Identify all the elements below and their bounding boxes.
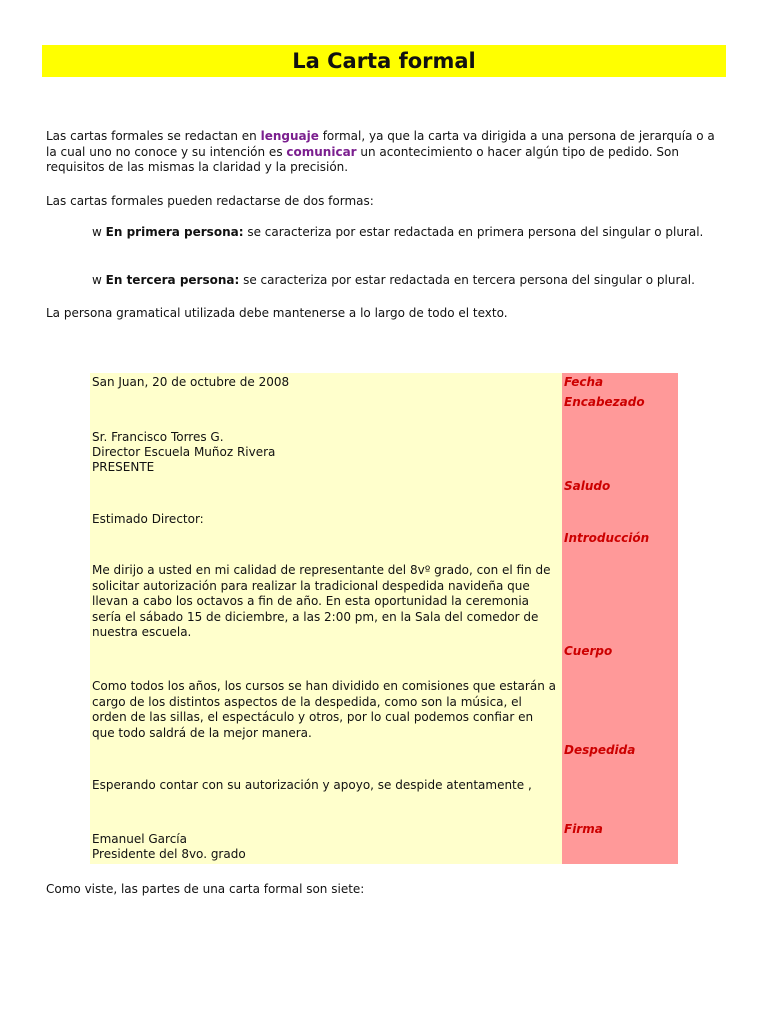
letter-introduction: Me dirijo a usted en mi calidad de representante del 8vº grado, con el fin de solicitar autorización para realizar la tradicional despedida navideña que llevan a cabo los octavos a fin de año. En esta oportunidad la ceremonia sería el sábado 15 de diciembre, a las 2:00 pm, en la Sala del comedor de nuestra escuela. [92, 563, 551, 639]
bullet-mark: w [92, 225, 102, 239]
sample-letter [90, 373, 678, 864]
label-encabezado: Encabezado [564, 395, 645, 409]
intro-paragraph-1 [46, 129, 726, 176]
intro-paragraph-2: Las cartas formales pueden redactarse de dos formas: [46, 194, 374, 208]
page-title: La Carta formal [292, 49, 476, 73]
title-banner [42, 45, 726, 77]
label-fecha: Fecha [564, 375, 604, 389]
bullet-primera-persona [92, 225, 717, 241]
intro-text-a: Las cartas formales se redactan en [46, 129, 261, 143]
bullet-mark: w [92, 273, 102, 287]
letter-signature-name: Emanuel García [92, 832, 187, 846]
bullet-tercera-persona [92, 273, 717, 289]
letter-date: San Juan, 20 de octubre de 2008 [92, 375, 290, 389]
intro-text-c: un acontecimiento o hacer algún tipo de pedido. Son requisitos de las mismas la claridad y la precisión. [46, 144, 679, 174]
letter-recipient-presente: PRESENTE [92, 460, 155, 474]
letter-body-text: Como todos los años, los cursos se han dividido en comisiones que estarán a cargo de los distintos aspectos de la despedida, como son la música, el orden de las sillas, el espectáculo y otros, por lo cual podemos confiar en que todo saldrá de la mejor manera. [92, 679, 556, 740]
bullet-text: se caracteriza por estar redactada en primera persona del singular o plural. [243, 225, 704, 239]
bullet-label: En primera persona: [105, 225, 244, 239]
letter-closing: Esperando contar con su autorización y apoyo, se despide atentamente , [92, 778, 532, 792]
letter-signature-title: Presidente del 8vo. grado [92, 847, 246, 861]
letter-body [90, 373, 562, 864]
intro-paragraph-3: La persona gramatical utilizada debe mantenerse a lo largo de todo el texto. [46, 306, 508, 320]
link-lenguaje[interactable]: lenguaje [260, 129, 319, 143]
letter-parts-column [562, 373, 678, 864]
label-saludo: Saludo [564, 479, 611, 493]
label-introduccion: Introducción [564, 531, 650, 545]
intro-text-b: formal, ya que la carta va dirigida a una persona de jerarquía o a la cual uno no conoce y su intención es [46, 129, 715, 159]
letter-recipient-name: Sr. Francisco Torres G. [92, 430, 224, 444]
outro-paragraph: Como viste, las partes de una carta formal son siete: [46, 882, 365, 896]
label-cuerpo: Cuerpo [564, 644, 613, 658]
letter-recipient-title: Director Escuela Muñoz Rivera [92, 445, 276, 459]
label-firma: Firma [564, 822, 603, 836]
bullet-text: se caracteriza por estar redactada en tercera persona del singular o plural. [239, 273, 695, 287]
link-comunicar[interactable]: comunicar [286, 144, 357, 159]
bullet-label: En tercera persona: [105, 273, 240, 287]
letter-greeting: Estimado Director: [92, 512, 204, 526]
label-despedida: Despedida [564, 743, 636, 757]
